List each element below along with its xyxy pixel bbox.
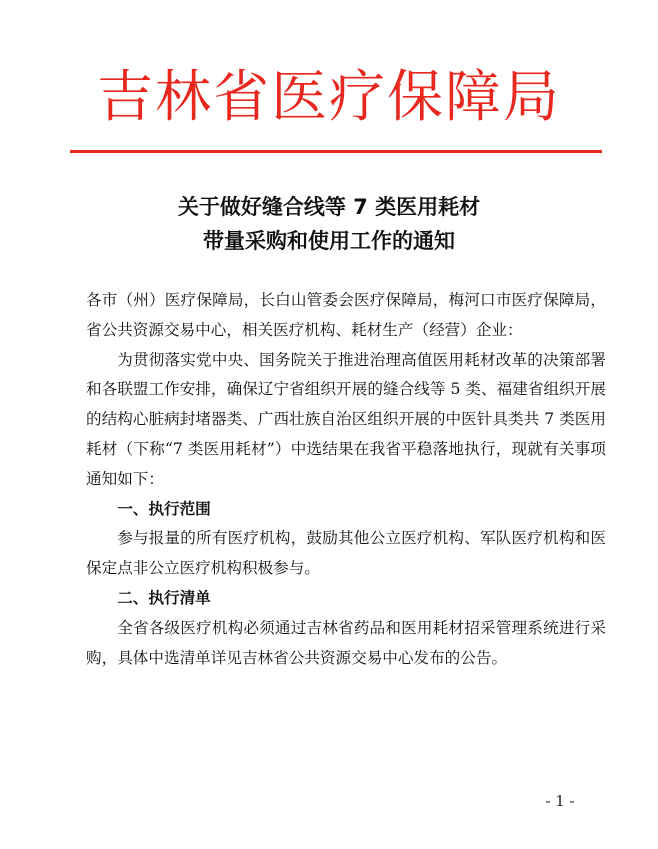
document-title-line-2: 带量采购和使用工作的通知 xyxy=(203,229,455,253)
document-body xyxy=(86,286,606,673)
section-2-paragraph: 全省各级医疗机构必须通过吉林省药品和医用耗材招采管理系统进行采购，具体中选清单详见吉林省公共资源交易中心发布的公告。 xyxy=(86,618,606,667)
document-title xyxy=(0,190,658,258)
issuing-organization-header: 吉林省医疗保障局 xyxy=(97,65,561,130)
section-2-heading: 二、执行清单 xyxy=(117,588,211,607)
document-title-line-1: 关于做好缝合线等 7 类医用耗材 xyxy=(177,195,481,219)
intro-paragraph: 为贯彻落实党中央、国务院关于推进治理高值医用耗材改革的决策部署和各联盟工作安排，确保辽宁省组织开展的缝合线等 5 类、福建省组织开展的结构心脏病封堵器类、广西壮族自治区组织开展的中医针具类共 7 类医用耗材（下称“7 类医用耗材”）中选结果在我省平稳落地执行，现就有关事项通知如下： xyxy=(86,350,606,488)
addressee-paragraph: 各市（州）医疗保障局，长白山管委会医疗保障局，梅河口市医疗保障局，省公共资源交易中心，相关医疗机构、耗材生产（经营）企业： xyxy=(86,291,606,339)
page-number: - 1 - xyxy=(545,792,575,810)
header-red-rule xyxy=(70,150,602,153)
section-1-paragraph: 参与报量的所有医疗机构，鼓励其他公立医疗机构、军队医疗机构和医保定点非公立医疗机构积极参与。 xyxy=(86,529,606,578)
section-1-heading: 一、执行范围 xyxy=(117,499,211,518)
